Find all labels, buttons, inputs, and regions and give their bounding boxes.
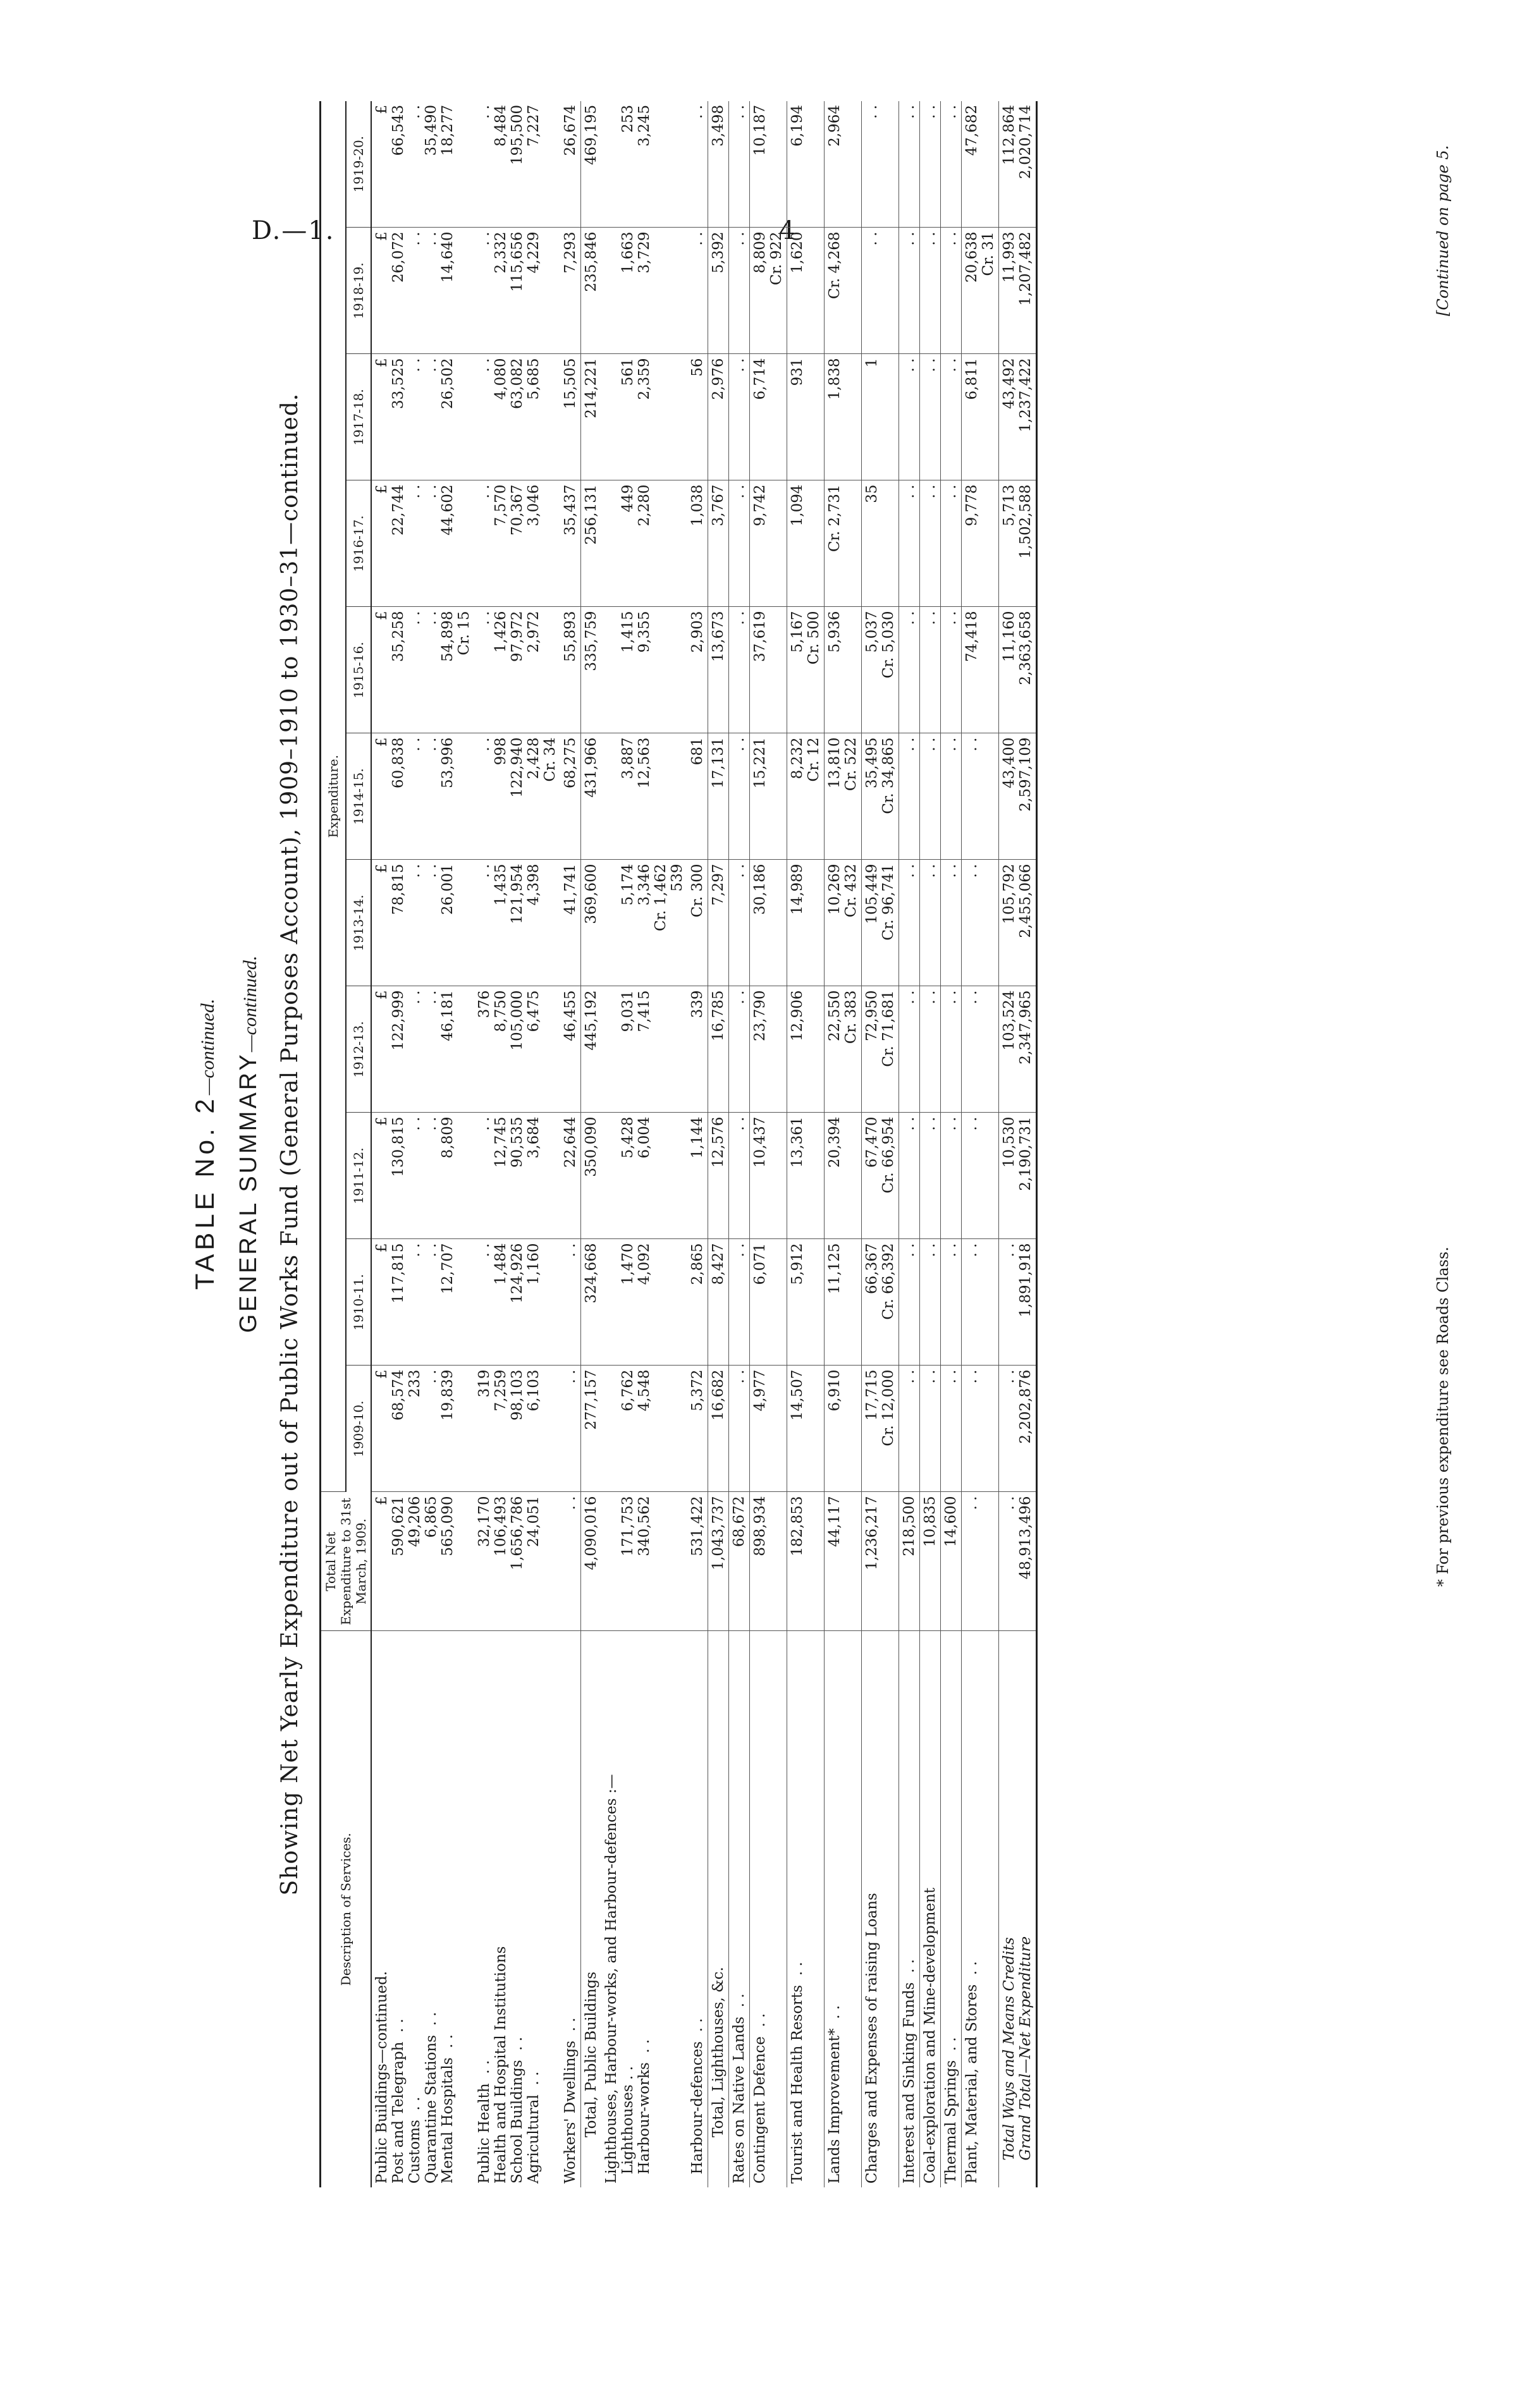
cell-year-value: 1,620 [787,228,825,354]
cell-year-value: . . 1,891,918 [999,1239,1037,1366]
table-row [750,101,787,2187]
cell-total: 171,753 340,562 [601,1492,687,1631]
cell-year-value: 6,910 [825,1366,862,1492]
continued-note: [Continued on page 5. [1434,145,1452,316]
cell-year-value: 369,600 [581,860,602,986]
footnote: * For previous expenditure see Roads Class. [1434,1247,1452,1587]
cell-year-value: . . 998 122,940 2,428 Cr. 34 [474,733,560,860]
cell-year-value: . . [941,986,962,1113]
table-row [474,101,560,2187]
cell-year-value: . . [920,101,941,228]
cell-year-value: . . [920,607,941,733]
cell-year-value: . . [920,480,941,607]
cell-year-value: 47,682 [962,101,999,228]
cell-year-value: 112,864 2,020,714 [999,101,1037,228]
cell-total: 898,934 [750,1492,787,1631]
cell-year-value: 55,893 [560,607,581,733]
cell-year-value: 2,976 [708,354,729,480]
cell-year-value: 13,361 [787,1113,825,1239]
cell-year-value: . . [862,101,899,228]
table-row [899,101,920,2187]
cell-year-value: 5,037 Cr. 5,030 [862,607,899,733]
cell-year-value: £ 60,838 . . . . 53,996 [371,733,474,860]
row-description: Contingent Defence . . [750,1631,787,2187]
cell-year-value: 16,785 [708,986,729,1113]
cell-year-value: 17,131 [708,733,729,860]
cell-year-value: 7,297 [708,860,729,986]
cell-year-value: 5,174 3,346 Cr. 1,462 539 [601,860,687,986]
cell-year-value: . . [899,101,920,228]
cell-total: 14,600 [941,1492,962,1631]
cell-year-value: . . [560,1366,581,1492]
cell-year-value: . . [729,101,750,228]
row-description: Public Buildings—continued. Post and Telegraph . . Customs . . Quarantine Stations . . Mental Hospitals . . [374,1971,456,2184]
cell-year-value: 20,638 Cr. 31 [962,228,999,354]
cell-total: 1,236,217 [862,1492,899,1631]
cell-year-value: 1 [862,354,899,480]
cell-year-value: 1,838 [825,354,862,480]
row-description: Interest and Sinking Funds . . [899,1631,920,2187]
col-header-year: 1909-10. [346,1366,371,1492]
cell-year-value: 1,470 4,092 [601,1239,687,1366]
table-title: TABLE No. 2—continued. [190,998,219,1290]
cell-year-value: . . 1,435 121,954 4,398 [474,860,560,986]
cell-year-value: . . [729,986,750,1113]
cell-year-value: . . [687,228,708,354]
cell-year-value: 7,293 [560,228,581,354]
cell-year-value: . . [920,1239,941,1366]
cell-year-value: 103,524 2,347,965 [999,986,1037,1113]
row-description: Thermal Springs . . [941,1631,962,2187]
cell-year-value: 26,674 [560,101,581,228]
cell-year-value: . . [899,1366,920,1492]
cell-year-value: £ 66,543 . . 35,490 18,277 [371,101,474,228]
page-number: 4 [779,216,795,245]
rotated-table-page [190,101,1454,2187]
table-row [601,101,687,2187]
cell-year-value: 22,550 Cr. 383 [825,986,862,1113]
cell-year-value: . . 7,570 70,367 3,046 [474,480,560,607]
cell-year-value: . . [729,1366,750,1492]
cell-year-value: 445,192 [581,986,602,1113]
cell-year-value: 339 [687,986,708,1113]
cell-year-value: 12,576 [708,1113,729,1239]
cell-year-value: 561 2,359 [601,354,687,480]
cell-total: . . [560,1492,581,1631]
col-header-year: 1916-17. [346,480,371,607]
table-row [729,101,750,2187]
cell-year-value: £ 130,815 . . . . 8,809 [371,1113,474,1239]
cell-year-value: 14,507 [787,1366,825,1492]
cell-year-value: . . [941,1366,962,1492]
cell-year-value: . . [962,733,999,860]
col-header-year: 1917-18. [346,354,371,480]
cell-year-value: . . [729,1113,750,1239]
cell-year-value: 3,887 12,563 [601,733,687,860]
col-header-description: Description of Services. [321,1631,372,2187]
cell-year-value: . . [962,1239,999,1366]
cell-year-value: £ 78,815 . . . . 26,001 [371,860,474,986]
cell-year-value: . . [941,1239,962,1366]
cell-year-value: . . [941,354,962,480]
cell-year-value: . . 1,484 124,926 1,160 [474,1239,560,1366]
cell-year-value: . . [687,101,708,228]
row-description: Lands Improvement* . . [825,1631,862,2187]
cell-year-value: 1,663 3,729 [601,228,687,354]
document-reference: D.—1. [252,216,335,245]
cell-year-value: . . [920,1113,941,1239]
cell-year-value: . . [899,860,920,986]
cell-year-value: . . [941,607,962,733]
cell-year-value: 6,714 [750,354,787,480]
table-row [920,101,941,2187]
cell-total: 218,500 [899,1492,920,1631]
cell-year-value: . . [920,228,941,354]
cell-year-value: 214,221 [581,354,602,480]
cell-year-value: 931 [787,354,825,480]
cell-year-value: . . 8,484 195,500 7,227 [474,101,560,228]
cell-year-value: 8,232 Cr. 12 [787,733,825,860]
cell-year-value: . . 4,080 63,082 5,685 [474,354,560,480]
cell-year-value: . . [899,354,920,480]
col-header-year: 1912-13. [346,986,371,1113]
col-header-year: 1915-16. [346,607,371,733]
row-description: Coal-exploration and Mine-development [920,1631,941,2187]
cell-year-value: £ 35,258 . . . . 54,898 Cr. 15 [371,607,474,733]
cell-year-value: 68,275 [560,733,581,860]
cell-year-value: 681 [687,733,708,860]
cell-total: . . [962,1492,999,1631]
cell-year-value: £ 33,525 . . . . 26,502 [371,354,474,480]
col-header-total: Total Net Expenditure to 31st March, 1909. [321,1492,372,1631]
cell-year-value: £ 26,072 . . . . 14,640 [371,228,474,354]
cell-year-value: . . [941,733,962,860]
cell-year-value: 6,194 [787,101,825,228]
cell-year-value: 235,846 [581,228,602,354]
cell-year-value: 43,400 2,597,109 [999,733,1037,860]
table-description: Showing Net Yearly Expenditure out of Public Works Fund (General Purposes Account), 1909–1910 to 1930–31—continued. [277,393,303,1896]
cell-year-value: 10,269 Cr. 432 [825,860,862,986]
table-subtitle: GENERAL SUMMARY—continued. [235,955,262,1333]
cell-year-value: . . [941,101,962,228]
cell-year-value: 5,428 6,004 [601,1113,687,1239]
cell-year-value: 10,187 [750,101,787,228]
cell-year-value: 74,418 [962,607,999,733]
cell-year-value: . . [899,480,920,607]
cell-year-value: 105,449 Cr. 96,741 [862,860,899,986]
cell-year-value: . . [729,354,750,480]
cell-total: 531,422 [687,1492,708,1631]
cell-year-value: . . [962,860,999,986]
cell-year-value: . . [962,1366,999,1492]
cell-year-value: . . [941,480,962,607]
cell-year-value: . . [899,1239,920,1366]
table-row [787,101,825,2187]
cell-year-value: . . 1,426 97,972 2,972 [474,607,560,733]
cell-year-value: 67,470 Cr. 66,954 [862,1113,899,1239]
table-row [941,101,962,2187]
col-header-expenditure: Expenditure. [321,101,347,1492]
cell-year-value: 5,392 [708,228,729,354]
cell-year-value: 72,950 Cr. 71,681 [862,986,899,1113]
cell-year-value: . . [899,607,920,733]
row-description: Lighthouses, Harbour-works, and Harbour-defences :— Lighthouses . . Harbour-works . . [603,1774,653,2184]
table-row [962,101,999,2187]
table-row [371,101,474,2187]
cell-year-value: 277,157 [581,1366,602,1492]
cell-year-value: 66,367 Cr. 66,392 [862,1239,899,1366]
cell-year-value: 13,810 Cr. 522 [825,733,862,860]
cell-year-value: . . [729,480,750,607]
col-header-year: 1910-11. [346,1239,371,1366]
cell-year-value: 46,455 [560,986,581,1113]
table-row [581,101,602,2187]
cell-year-value: . . [899,733,920,860]
cell-year-value: 319 7,259 98,103 6,103 [474,1366,560,1492]
cell-year-value: 12,906 [787,986,825,1113]
cell-year-value: 253 3,245 [601,101,687,228]
cell-year-value: . . [899,228,920,354]
cell-year-value: 30,186 [750,860,787,986]
cell-year-value: 11,125 [825,1239,862,1366]
cell-year-value: 3,767 [708,480,729,607]
cell-year-value: . . [941,860,962,986]
cell-year-value: 6,762 4,548 [601,1366,687,1492]
cell-year-value: 5,912 [787,1239,825,1366]
col-header-year: 1919-20. [346,101,371,228]
row-description: Total, Public Buildings [581,1631,602,2187]
row-description: Tourist and Health Resorts . . [787,1631,825,2187]
cell-year-value: . . [729,860,750,986]
table-row [687,101,708,2187]
cell-year-value: 469,195 [581,101,602,228]
table-row [708,101,729,2187]
row-description: Plant, Material, and Stores . . [962,1631,999,2187]
cell-year-value: . . [962,986,999,1113]
cell-year-value: 56 [687,354,708,480]
cell-total: 10,835 [920,1492,941,1631]
cell-year-value: 37,619 [750,607,787,733]
cell-year-value: . . [941,1113,962,1239]
row-description: Total Ways and Means Credits Grand Total—Net Expenditure [999,1631,1037,2187]
cell-year-value: 2,865 [687,1239,708,1366]
table-body [371,101,1037,2187]
cell-year-value: 22,644 [560,1113,581,1239]
cell-year-value: . . [920,354,941,480]
cell-year-value: . . [920,1366,941,1492]
col-header-year: 1911-12. [346,1113,371,1239]
cell-year-value: Cr. 2,731 [825,480,862,607]
cell-year-value: . . [920,860,941,986]
cell-year-value: 376 8,750 105,000 6,475 [474,986,560,1113]
cell-year-value: . . [729,607,750,733]
cell-year-value: 350,090 [581,1113,602,1239]
cell-year-value: 3,498 [708,101,729,228]
cell-year-value: . . [862,228,899,354]
row-description: Public Health . . Health and Hospital Institutions School Buildings . . Agricultural . . [476,1946,542,2184]
cell-year-value: . . [962,1113,999,1239]
cell-year-value: . . [729,228,750,354]
cell-year-value: Cr. 4,268 [825,228,862,354]
cell-total: 182,853 [787,1492,825,1631]
cell-year-value: 41,741 [560,860,581,986]
cell-year-value: . . [920,733,941,860]
cell-year-value: 1,094 [787,480,825,607]
cell-year-value: 8,809 Cr. 922 [750,228,787,354]
cell-year-value: £ 22,744 . . . . 44,602 [371,480,474,607]
cell-year-value: 9,742 [750,480,787,607]
cell-year-value: 11,993 1,207,482 [999,228,1037,354]
cell-year-value: 431,966 [581,733,602,860]
row-description: Charges and Expenses of raising Loans [862,1631,899,2187]
cell-year-value: 5,167 Cr. 500 [787,607,825,733]
cell-year-value: 449 2,280 [601,480,687,607]
col-header-year: 1918-19. [346,228,371,354]
row-description: Total, Lighthouses, &c. [708,1631,729,2187]
cell-year-value: 13,673 [708,607,729,733]
cell-year-value: £ 117,815 . . . . 12,707 [371,1239,474,1366]
cell-year-value: 16,682 [708,1366,729,1492]
cell-year-value: . . 2,332 115,656 4,229 [474,228,560,354]
cell-year-value: 256,131 [581,480,602,607]
cell-year-value: 14,989 [787,860,825,986]
cell-year-value: 35,437 [560,480,581,607]
cell-year-value: 1,144 [687,1113,708,1239]
row-description: Workers' Dwellings . . [562,2017,579,2184]
cell-year-value: 105,792 2,455,066 [999,860,1037,986]
cell-year-value: 10,437 [750,1113,787,1239]
cell-year-value: 10,530 2,190,731 [999,1113,1037,1239]
cell-year-value: 11,160 2,363,658 [999,607,1037,733]
cell-total: . . 48,913,496 [999,1492,1037,1631]
cell-year-value: 2,964 [825,101,862,228]
table-row [825,101,862,2187]
row-description: Rates on Native Lands . . [729,1631,750,2187]
cell-year-value: 8,427 [708,1239,729,1366]
cell-total: 68,672 [729,1492,750,1631]
cell-year-value: 15,505 [560,354,581,480]
cell-year-value: . . [729,733,750,860]
cell-year-value: 2,903 [687,607,708,733]
col-header-year: 1914-15. [346,733,371,860]
cell-year-value: . . [899,1113,920,1239]
cell-year-value: £ 122,999 . . . . 46,181 [371,986,474,1113]
table-row [862,101,899,2187]
cell-total: 44,117 [825,1492,862,1631]
cell-total: 1,043,737 [708,1492,729,1631]
table-row [999,101,1037,2187]
cell-total: 32,170 106,493 1,656,786 24,051 [474,1492,560,1631]
cell-year-value: . . [941,228,962,354]
cell-year-value: 5,372 [687,1366,708,1492]
cell-year-value: 9,031 7,415 [601,986,687,1113]
cell-year-value: . . 2,202,876 [999,1366,1037,1492]
cell-year-value: 5,713 1,502,588 [999,480,1037,607]
cell-year-value: 35,495 Cr. 34,865 [862,733,899,860]
cell-year-value: 324,668 [581,1239,602,1366]
cell-year-value: 6,071 [750,1239,787,1366]
cell-year-value: . . [899,986,920,1113]
cell-year-value: 43,492 1,237,422 [999,354,1037,480]
expenditure-table [319,101,1038,2187]
cell-year-value: 1,415 9,355 [601,607,687,733]
cell-year-value: 5,936 [825,607,862,733]
cell-year-value: Cr. 300 [687,860,708,986]
cell-total: £ 590,621 49,206 6,865 565,090 [371,1492,474,1631]
cell-year-value: 15,221 [750,733,787,860]
cell-year-value: . . [729,1239,750,1366]
cell-year-value: . . [560,1239,581,1366]
cell-year-value: 9,778 [962,480,999,607]
cell-year-value: 6,811 [962,354,999,480]
col-header-year: 1913-14. [346,860,371,986]
cell-year-value: £ 68,574 233 . . 19,839 [371,1366,474,1492]
row-description: Harbour-defences . . [689,2018,706,2184]
cell-year-value: 335,759 [581,607,602,733]
cell-year-value: 23,790 [750,986,787,1113]
cell-year-value: 20,394 [825,1113,862,1239]
cell-year-value: 17,715 Cr. 12,000 [862,1366,899,1492]
cell-year-value: . . [920,986,941,1113]
table-row [560,101,581,2187]
cell-year-value: 35 [862,480,899,607]
cell-total: 4,090,016 [581,1492,602,1631]
cell-year-value: . . 12,745 90,535 3,684 [474,1113,560,1239]
cell-year-value: 1,038 [687,480,708,607]
cell-year-value: 4,977 [750,1366,787,1492]
